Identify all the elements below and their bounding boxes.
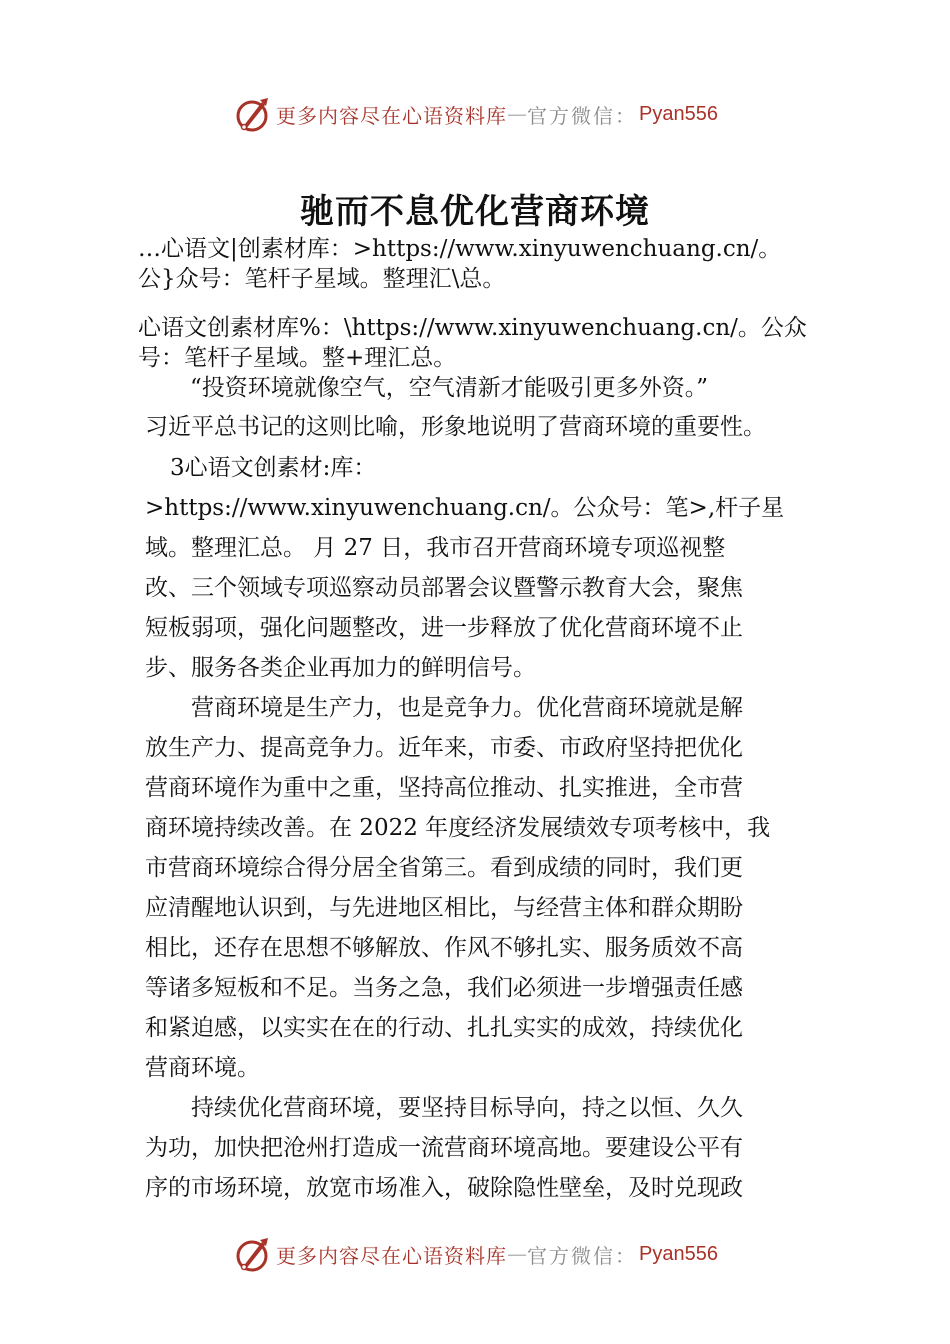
banner-label: 官方微信： xyxy=(527,1243,638,1268)
body-line: 短板弱项，强化问题整改，进一步释放了优化营商环境不止 xyxy=(145,615,743,641)
body-line: 营商环境。 xyxy=(145,1055,260,1081)
watermark-line: …心语文|创素材库：>https://www.xinyuwenchuang.cn/。 xyxy=(138,236,782,262)
banner-text: 更多内容尽在心语资料库 xyxy=(276,1243,508,1268)
article-body xyxy=(145,488,825,1208)
body-line: 步、服务各类企业再加力的鲜明信号。 xyxy=(145,655,536,681)
body-line: 应清醒地认识到，与先进地区相比，与经营主体和群众期盼 xyxy=(145,895,743,921)
banner-dash: — xyxy=(507,1242,528,1266)
body-line: 相比，还存在思想不够解放、作风不够扎实、服务质效不高 xyxy=(145,935,743,961)
watermark-line: 公}众号：笔杆子星域。整理汇\总。 xyxy=(138,266,506,292)
banner-wechat-id: Pyan556 xyxy=(639,1242,718,1265)
body-line: 放生产力、提高竞争力。近年来，市委、市政府坚持把优化 xyxy=(145,735,743,761)
body-line: 营商环境是生产力，也是竞争力。优化营商环境就是解 xyxy=(145,695,743,721)
banner-wechat-id: Pyan556 xyxy=(639,102,718,125)
banner-dash: — xyxy=(507,102,528,126)
footer-banner xyxy=(0,1232,950,1276)
page-title: 驰而不息优化营商环境 xyxy=(300,192,650,232)
quote-line: 习近平总书记的这则比喻，形象地说明了营商环境的重要性。 xyxy=(145,414,766,440)
body-line: 营商环境作为重中之重，坚持高位推动、扎实推进，全市营 xyxy=(145,775,743,801)
quote-line: “投资环境就像空气，空气清新才能吸引更多外资。” xyxy=(190,375,709,401)
body-line: 域。整理汇总。 月 27 日，我市召开营商环境专项巡视整 xyxy=(145,535,726,561)
body-line: 为功，加快把沧州打造成一流营商环境高地。要建设公平有 xyxy=(145,1135,743,1161)
body-line: 序的市场环境，放宽市场准入，破除隐性壁垒，及时兑现政 xyxy=(145,1175,743,1201)
header-banner xyxy=(0,92,950,136)
watermark-line: 心语文创素材库%：\https://www.xinyuwenchuang.cn/。公众 xyxy=(138,315,807,341)
quill-logo-icon xyxy=(232,94,272,134)
quill-logo-icon xyxy=(232,1234,272,1274)
body-line: 和紧迫感，以实实在在的行动、扎扎实实的成效，持续优化 xyxy=(145,1015,743,1041)
body-line: >https://www.xinyuwenchuang.cn/。公众号：笔>,杆子星 xyxy=(145,495,785,521)
body-line: 持续优化营商环境，要坚持目标导向，持之以恒、久久 xyxy=(145,1095,743,1121)
body-line: 改、三个领域专项巡察动员部署会议暨警示教育大会，聚焦 xyxy=(145,575,743,601)
body-line: 等诸多短板和不足。当务之急，我们必须进一步增强责任感 xyxy=(145,975,743,1001)
quote-line: 3心语文创素材:库： xyxy=(170,455,377,481)
banner-text: 更多内容尽在心语资料库 xyxy=(276,103,508,128)
watermark-line: 号：笔杆子星域。整+理汇总。 xyxy=(138,345,457,371)
body-line: 市营商环境综合得分居全省第三。看到成绩的同时，我们更 xyxy=(145,855,743,881)
body-line: 商环境持续改善。在 2022 年度经济发展绩效专项考核中，我 xyxy=(145,815,771,841)
banner-label: 官方微信： xyxy=(527,103,638,128)
